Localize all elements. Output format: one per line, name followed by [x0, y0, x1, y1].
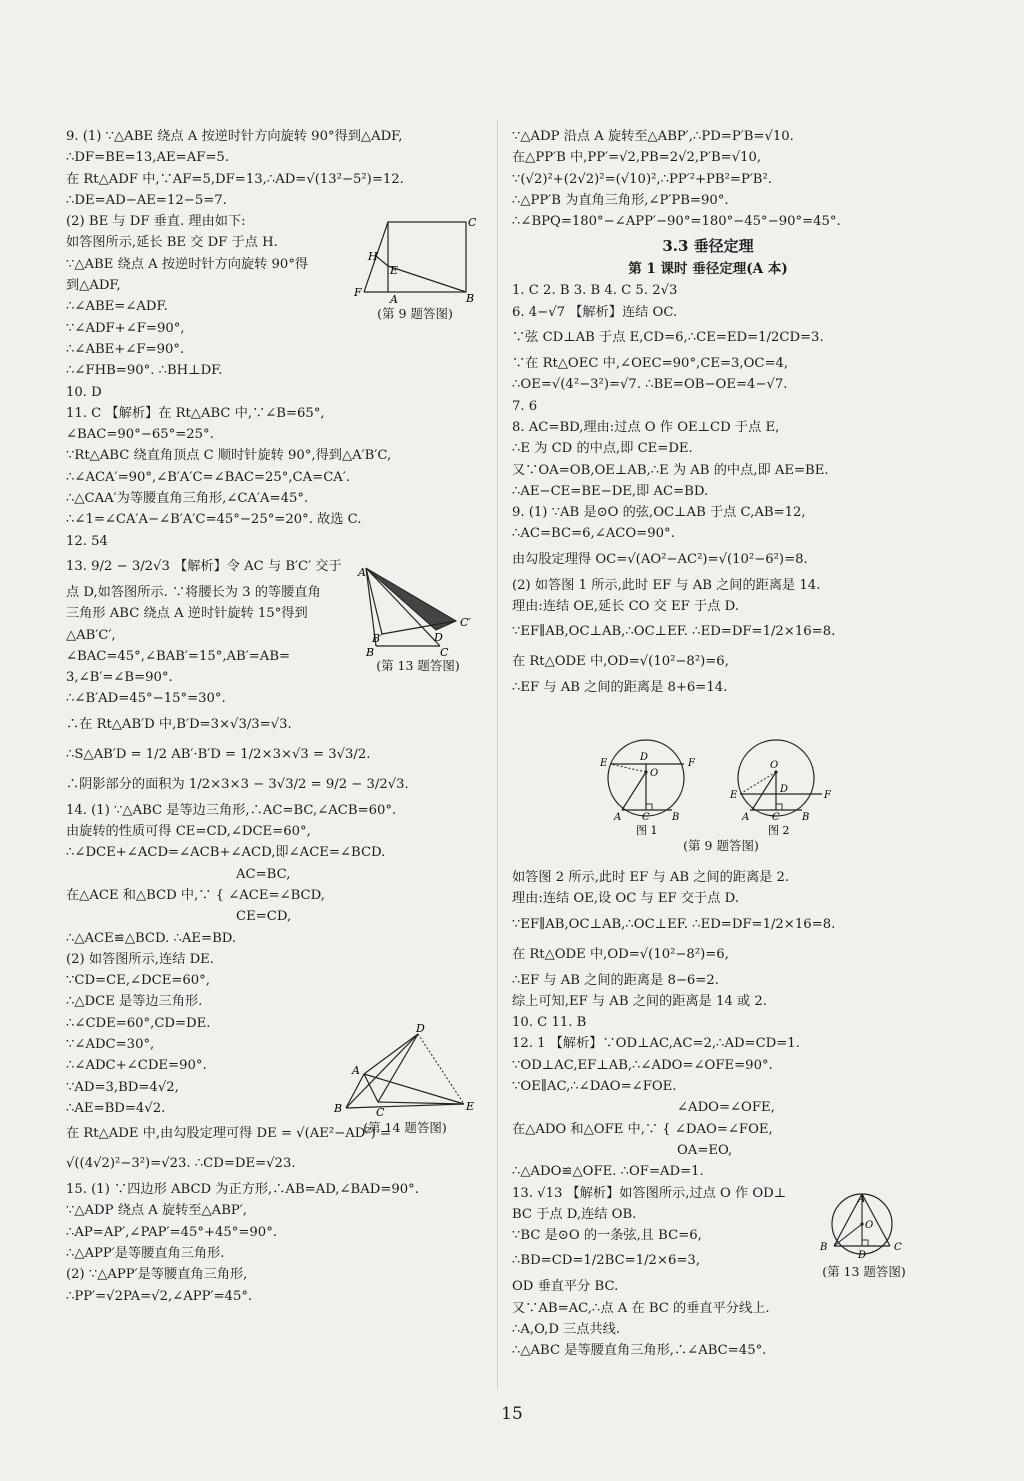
fig9r2-label-a: A: [742, 812, 750, 823]
text-line: 由勾股定理得 OC=√(AO²−AC²)=√(10²−6²)=8.: [512, 551, 808, 567]
text-line: 在△PP′B 中,PP′=√2,PB=2√2,P′B=√10,: [512, 150, 762, 166]
text-line: BC 于点 D,连结 OB.: [512, 1206, 637, 1222]
text-line: 在 Rt△ODE 中,OD=√(10²−8²)=6,: [512, 654, 729, 670]
text-line: ∴△APP′是等腰直角三角形.: [66, 1246, 225, 1262]
text-line: (2) ∵△APP′是等腰直角三角形,: [66, 1267, 248, 1283]
text-line: 15. (1) ∵四边形 ABCD 为正方形,∴AB=AD,∠BAD=90°.: [66, 1182, 419, 1198]
page-number: 15: [501, 1404, 523, 1424]
text-line: OA=EO,: [677, 1142, 733, 1158]
text-line: ∵△ABE 绕点 A 按逆时针方向旋转 90°得: [66, 256, 309, 272]
fig13r-label-d: D: [858, 1250, 867, 1261]
fig9-label-h: H: [368, 250, 378, 263]
text-line: ∴阴影部分的面积为 1/2×3×3 − 3√3/2 = 9/2 − 3/2√3.: [66, 776, 409, 792]
figure-13-caption: (第 13 题答图): [376, 658, 460, 673]
text-line: 在 Rt△ODE 中,OD=√(10²−8²)=6,: [512, 946, 729, 962]
text-line: ∴∠FHB=90°. ∴BH⊥DF.: [66, 363, 223, 379]
text-line: ∴在 Rt△AB′D 中,B′D=3×√3/3=√3.: [66, 716, 292, 732]
fig14-label-a: A: [352, 1064, 360, 1077]
fig9r1-label-c: C: [642, 812, 650, 823]
text-line: ∵OE∥AC,∴∠DAO=∠FOE.: [512, 1079, 677, 1095]
text-line: 如答图所示,延长 BE 交 DF 于点 H.: [66, 235, 278, 251]
text-line: 9. (1) ∵AB 是⊙O 的弦,OC⊥AB 于点 C,AB=12,: [512, 505, 806, 521]
fig9-label-b: B: [466, 292, 475, 304]
text-line: 7. 6: [512, 398, 538, 414]
figure-9-right-caption: (第 9 题答图): [683, 838, 759, 853]
fig9r1-label-o: O: [650, 768, 659, 779]
fig9r2-label-e: E: [730, 790, 738, 801]
text-line: OD 垂直平分 BC.: [512, 1279, 619, 1295]
figure-9-right: [596, 736, 846, 854]
fig9r1-label-d: D: [640, 752, 649, 763]
text-line: ∴∠ABE+∠F=90°.: [66, 341, 185, 357]
text-line: ∴∠DCE+∠ACD=∠ACB+∠ACD,即∠ACE=∠BCD.: [66, 845, 386, 861]
fig9-label-e: E: [390, 264, 399, 277]
text-line: ∴∠ACA′=90°,∠B′A′C=∠BAC=25°,CA=CA′.: [66, 469, 351, 485]
figure-14: [330, 1022, 480, 1136]
figure-13-right: [814, 1190, 914, 1280]
text-line: ∴△PP′B 为直角三角形,∠P′PB=90°.: [512, 192, 729, 208]
fig13-label-c-prime: C′: [460, 616, 471, 629]
text-line: 在△ADO 和△OFE 中,∵ { ∠DAO=∠FOE,: [512, 1121, 773, 1137]
text-line: ∴AE=BD=4√2.: [66, 1100, 166, 1116]
text-line: ∠BAC=90°−65°=25°.: [66, 427, 214, 443]
text-line: 由旋转的性质可得 CE=CD,∠DCE=60°,: [66, 824, 311, 840]
text-line: 14. (1) ∵△ABC 是等边三角形,∴AC=BC,∠ACB=60°.: [66, 802, 397, 818]
text-line: ∴EF 与 AB 之间的距离是 8+6=14.: [512, 680, 728, 696]
text-line: (2) 如答图所示,连结 DE.: [66, 951, 214, 967]
text-line: ∵∠ADF+∠F=90°,: [66, 320, 185, 336]
figure-13-right-caption: (第 13 题答图): [822, 1264, 906, 1279]
column-divider: [497, 120, 498, 1390]
fig9r-subcaption-2: 图 2: [768, 824, 790, 836]
text-line: (2) BE 与 DF 垂直. 理由如下:: [66, 214, 246, 230]
fig13-label-b-prime: B′: [372, 632, 383, 645]
fig14-label-d: D: [416, 1022, 425, 1035]
fig9-label-a: A: [390, 293, 398, 304]
figure-13-right-diagram: [814, 1190, 914, 1262]
text-line: ∴DE=AD−AE=12−5=7.: [66, 192, 227, 208]
text-line: 综上可知,EF 与 AB 之间的距离是 14 或 2.: [512, 993, 767, 1009]
text-line: △AB′C′,: [66, 627, 116, 643]
text-line: ∴∠1=∠CA′A−∠B′A′C=45°−25°=20°. 故选 C.: [66, 512, 362, 528]
text-line: AC=BC,: [236, 866, 291, 882]
text-line: 在 Rt△ADF 中,∵AF=5,DF=13,∴AD=√(13²−5²)=12.: [66, 171, 404, 187]
text-line: ∵EF∥AB,OC⊥AB,∴OC⊥EF. ∴ED=DF=1/2×16=8.: [512, 916, 836, 932]
fig13-label-d: D: [434, 631, 443, 644]
text-line: ∴∠B′AD=45°−15°=30°.: [66, 691, 226, 707]
text-line: 三角形 ABC 绕点 A 逆时针旋转 15°得到: [66, 606, 308, 622]
text-line: 8. AC=BD,理由:过点 O 作 OE⊥CD 于点 E,: [512, 419, 780, 435]
text-line: 如答图 2 所示,此时 EF 与 AB 之间的距离是 2.: [512, 870, 790, 885]
figure-13: [356, 566, 480, 674]
fig9r2-label-d: D: [780, 784, 789, 795]
text-line: (2) 如答图 1 所示,此时 EF 与 AB 之间的距离是 14.: [512, 577, 821, 593]
fig9r1-label-e: E: [600, 758, 608, 769]
text-line: ∵(√2)²+(2√2)²=(√10)²,∴PP′²+PB²=P′B².: [512, 171, 772, 187]
fig9r-subcaption-1: 图 1: [636, 824, 658, 836]
text-line: ∴∠ABE=∠ADF.: [66, 299, 168, 315]
text-line: ∴DF=BE=13,AE=AF=5.: [66, 150, 230, 166]
text-line: ∴BD=CD=1/2BC=1/2×6=3,: [512, 1253, 701, 1269]
fig9-label-f: F: [354, 286, 362, 299]
text-line: ∴AP=AP′,∠PAP′=45°+45°=90°.: [66, 1224, 277, 1240]
text-line: 在 Rt△ADE 中,由勾股定理可得 DE = √(AE²−AD²) =: [66, 1126, 391, 1142]
fig9r1-label-f: F: [688, 758, 695, 769]
text-line: 13. 9/2 − 3/2√3 【解析】令 AC 与 B′C′ 交于: [66, 558, 342, 574]
text-line: √((4√2)²−3²)=√23. ∴CD=DE=√23.: [66, 1156, 296, 1172]
text-line: ∴∠CDE=60°,CD=DE.: [66, 1015, 211, 1031]
text-line: ∵△ADP 沿点 A 旋转至△ABP′,∴PD=P′B=√10.: [512, 129, 794, 144]
text-line: 理由:连结 OE,设 OC 与 EF 交于点 D.: [512, 891, 739, 907]
fig9r2-label-c: C: [772, 812, 780, 823]
text-line: ∠BAC=45°,∠BAB′=15°,AB′=AB=: [66, 648, 291, 664]
fig9r1-label-a: A: [614, 812, 622, 823]
text-line: ∵弦 CD⊥AB 于点 E,CD=6,∴CE=ED=1/2CD=3.: [512, 330, 824, 346]
text-line: ∵BC 是⊙O 的一条弦,且 BC=6,: [512, 1228, 702, 1244]
text-line: 3,∠B′=∠B=90°.: [66, 670, 173, 686]
fig9r2-label-o: O: [770, 760, 779, 771]
text-line: ∴E 为 CD 的中点,即 CE=DE.: [512, 441, 693, 457]
fig9r1-label-b: B: [672, 812, 680, 823]
fig14-label-e: E: [466, 1100, 475, 1113]
text-line: 又∵OA=OB,OE⊥AB,∴E 为 AB 的中点,即 AE=BE.: [512, 462, 829, 478]
right-column-lower: [512, 867, 904, 1362]
fig9r2-label-b: B: [802, 812, 810, 823]
fig13-label-a: A: [358, 566, 366, 579]
text-line: 10. C 11. B: [512, 1015, 587, 1031]
figure-14-caption: (第 14 题答图): [363, 1120, 447, 1135]
fig13-label-c: C: [440, 646, 449, 656]
text-line: 点 D,如答图所示. ∵将腰长为 3 的等腰直角: [66, 584, 321, 600]
lesson-subtitle: 第 1 课时 垂径定理(A 本): [628, 261, 788, 278]
text-line: ∴△CAA′为等腰直角三角形,∠CA′A=45°.: [66, 491, 309, 507]
text-line: 12. 54: [66, 533, 108, 549]
fig14-label-b: B: [334, 1102, 343, 1115]
text-line: ∴AC=BC=6,∠ACO=90°.: [512, 526, 675, 542]
text-line: ∵∠ADC=30°,: [66, 1036, 155, 1052]
text-line: ∴△ACE≌△BCD. ∴AE=BD.: [66, 930, 237, 946]
fig9-label-c: C: [468, 216, 477, 229]
text-line: ∵OD⊥AC,EF⊥AB,∴∠ADO=∠OFE=90°.: [512, 1057, 773, 1073]
text-line: ∵CD=CE,∠DCE=60°,: [66, 973, 210, 989]
figure-13-diagram: [356, 566, 480, 656]
text-line: ∵AD=3,BD=4√2,: [66, 1079, 179, 1095]
text-line: 理由:连结 OE,延长 CO 交 EF 于点 D.: [512, 599, 739, 615]
text-line: CE=CD,: [236, 909, 292, 925]
fig14-label-c: C: [376, 1106, 385, 1118]
text-line: ∴EF 与 AB 之间的距离是 8−6=2.: [512, 972, 719, 988]
text-line: 13. √13 【解析】如答图所示,过点 O 作 OD⊥: [512, 1185, 787, 1201]
text-line: 又∵AB=AC,∴点 A 在 BC 的垂直平分线上.: [512, 1300, 770, 1316]
text-line: 10. D: [66, 384, 102, 400]
text-line: ∴OE=√(4²−3²)=√7. ∴BE=OB−OE=4−√7.: [512, 377, 788, 393]
text-line: ∵△ADP 绕点 A 旋转至△ABP′,: [66, 1203, 247, 1219]
text-line: ∴△DCE 是等边三角形.: [66, 994, 203, 1010]
figure-14-diagram: [330, 1022, 480, 1118]
text-line: 1. C 2. B 3. B 4. C 5. 2√3: [512, 283, 678, 299]
text-line: ∴PP′=√2PA=√2,∠APP′=45°.: [66, 1288, 253, 1304]
text-line: 9. (1) ∵△ABE 绕点 A 按逆时针方向旋转 90°得到△ADF,: [66, 129, 403, 144]
right-column: [512, 126, 904, 699]
fig13-label-b: B: [366, 646, 375, 656]
text-line: 11. C 【解析】在 Rt△ABC 中,∵∠B=65°,: [66, 405, 325, 421]
figure-9-right-diagram: [596, 736, 846, 836]
text-line: 在△ACE 和△BCD 中,∵ { ∠ACE=∠BCD,: [66, 887, 325, 903]
text-line: ∵Rt△ABC 绕直角顶点 C 顺时针旋转 90°,得到△A′B′C,: [66, 448, 392, 464]
fig13r-label-b: B: [820, 1242, 828, 1253]
section-title: 3.3 垂径定理: [662, 237, 754, 256]
fig13r-label-a: A: [858, 1194, 866, 1205]
text-line: ∵在 Rt△OEC 中,∠OEC=90°,CE=3,OC=4,: [512, 356, 789, 372]
text-line: ∵EF∥AB,OC⊥AB,∴OC⊥EF. ∴ED=DF=1/2×16=8.: [512, 624, 836, 640]
text-line: 6. 4−√7 【解析】连结 OC.: [512, 304, 678, 320]
text-line: ∴S△AB′D = 1/2 AB′·B′D = 1/2×3×√3 = 3√3/2.: [66, 746, 371, 762]
text-line: ∠ADO=∠OFE,: [677, 1100, 775, 1116]
text-line: ∴△ABC 是等腰直角三角形,∴∠ABC=45°.: [512, 1343, 767, 1359]
figure-9: [350, 214, 480, 322]
fig13r-label-o: O: [865, 1220, 874, 1231]
text-line: ∴AE−CE=BE−DE,即 AC=BD.: [512, 483, 709, 499]
text-line: 到△ADF,: [66, 278, 121, 294]
fig13r-label-c: C: [894, 1242, 902, 1253]
figure-9-caption: (第 9 题答图): [377, 306, 453, 321]
text-line: ∴△ADO≌△OFE. ∴OF=AD=1.: [512, 1164, 704, 1180]
figure-9-diagram: [350, 214, 480, 304]
text-line: ∴A,O,D 三点共线.: [512, 1322, 621, 1338]
text-line: ∴∠BPQ=180°−∠APP′−90°=180°−45°−90°=45°.: [512, 214, 841, 230]
fig9r2-label-f: F: [824, 790, 831, 801]
text-line: ∴∠ADC+∠CDE=90°.: [66, 1058, 207, 1074]
text-line: 12. 1 【解析】∵OD⊥AC,AC=2,∴AD=CD=1.: [512, 1036, 800, 1052]
